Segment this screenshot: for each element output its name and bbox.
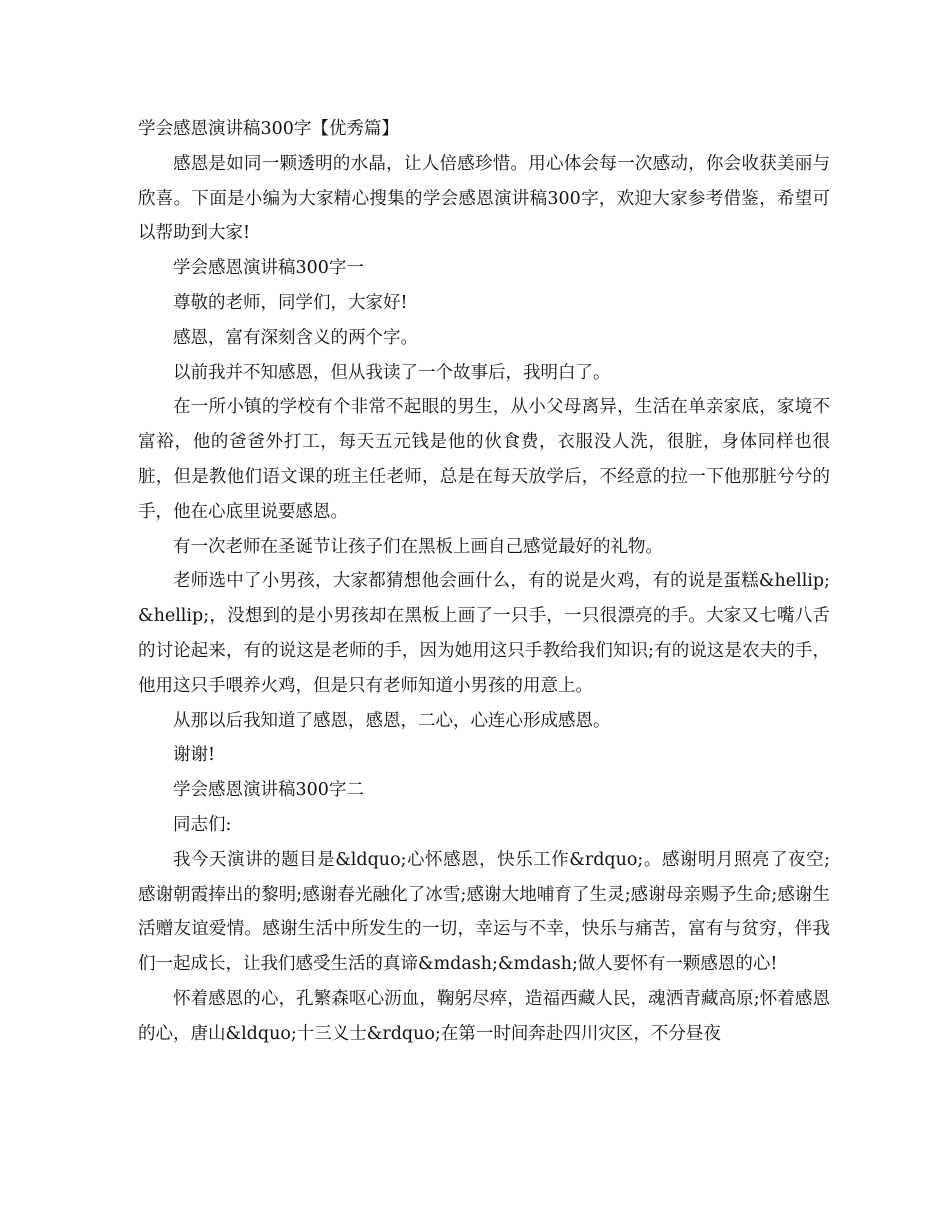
section-heading-two: 学会感恩演讲稿300字二 [173, 780, 364, 801]
section-heading-one: 学会感恩演讲稿300字一 [173, 258, 364, 279]
body-paragraph: 感恩，富有深刻含义的两个字。 [173, 327, 418, 348]
document-title: 学会感恩演讲稿300字【优秀篇】 [138, 119, 399, 139]
body-paragraph: 老师选中了小男孩，大家都猜想他会画什么，有的说是火鸡，有的说是蛋糕&hellip;&hellip;，没想到的是小男孩却在黑板上画了一只手，一只很漂亮的手。大家又七嘴八舌的讨论起来，有的说这是老师的手，因为她用这只手教给我们知识;有的说这是农夫的手，他用这只手喂养火鸡，但是只有老师知道小男孩的用意上。 [138, 571, 830, 696]
greeting-paragraph: 尊敬的老师，同学们，大家好! [173, 292, 408, 313]
body-paragraph: 有一次老师在圣诞节让孩子们在黑板上画自己感觉最好的礼物。 [173, 536, 663, 557]
body-paragraph: 从那以后我知道了感恩，感恩，二心，心连心形成感恩。 [173, 710, 611, 731]
salutation-paragraph: 同志们: [173, 814, 232, 835]
thanks-paragraph: 谢谢! [173, 745, 216, 766]
body-paragraph: 以前我并不知感恩，但从我读了一个故事后，我明白了。 [173, 362, 611, 383]
body-paragraph: 我今天演讲的题目是&ldquo;心怀感恩，快乐工作&rdquo;。感谢明月照亮了夜空;感谢朝霞捧出的黎明;感谢春光融化了冰雪;感谢大地哺育了生灵;感谢母亲赐予生命;感谢生活赠友谊爱情。感谢生活中所发生的一切，幸运与不幸，快乐与痛苦，富有与贫穷，伴我们一起成长，让我们感受生活的真谛&mdash;&mdash;做人要怀有一颗感恩的心! [138, 849, 830, 975]
document-body [138, 112, 830, 1052]
body-paragraph: 在一所小镇的学校有个非常不起眼的男生，从小父母离异，生活在单亲家底，家境不富裕，他的爸爸外打工，每天五元钱是他的伙食费，衣服没人洗，很脏，身体同样也很脏，但是教他们语文课的班主任老师，总是在每天放学后，不经意的拉一下他那脏兮兮的手，他在心底里说要感恩。 [138, 397, 830, 522]
intro-paragraph: 感恩是如同一颗透明的水晶，让人倍感珍惜。用心体会每一次感动，你会收获美丽与欣喜。下面是小编为大家精心搜集的学会感恩演讲稿300字，欢迎大家参考借鉴，希望可以帮助到大家! [138, 153, 830, 244]
body-paragraph: 怀着感恩的心，孔繁森呕心沥血，鞠躬尽瘁，造福西藏人民，魂洒青藏高原;怀着感恩的心，唐山&ldquo;十三义士&rdquo;在第一时间奔赴四川灾区，不分昼夜 [138, 988, 830, 1044]
